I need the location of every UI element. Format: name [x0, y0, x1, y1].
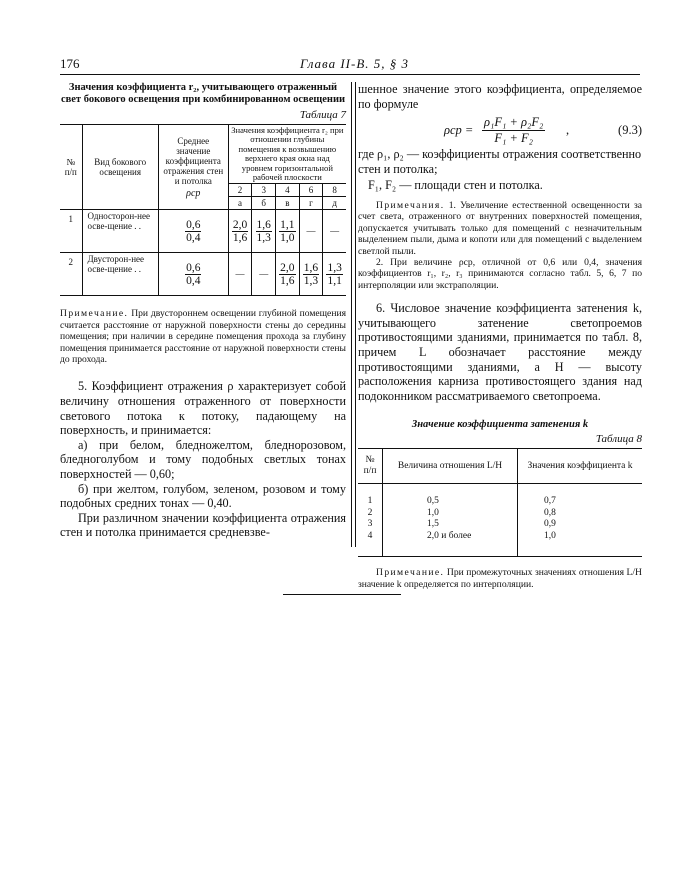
paragraph-6: 6. Числовое значение коэффициента затенения k, учитывающего затенение светопроемов противостоящими зданиями, принимается по табл. 8, причем L обозначает расстояние между противостоящими зданиями, а H — высоту расположения карниза противостоящего здания над подоконником рассматриваемого светопроема.	[358, 301, 642, 403]
page-number: 176	[60, 56, 80, 71]
right-column	[358, 82, 642, 590]
table7-letter-col-2: в	[276, 197, 300, 210]
table7	[60, 124, 346, 296]
right-intro: шенное значение этого коэффициента, определяемое по формуле	[358, 82, 642, 111]
table7-num-col-0: 2	[228, 184, 252, 197]
table7-cell-value	[299, 210, 323, 253]
left-body	[60, 379, 346, 540]
table7-note-text: При двустороннем освещении глубиной помещения считается расстояние от наружной поверхности стены до середины помещения; при наличии в середине помещения прохода за глубину помещения принимается расстояние от наружной поверхности стены до прохода.	[60, 308, 346, 366]
table7-avg-fraction-bottom: 0,4	[186, 231, 201, 244]
paragraph-5b: б) при желтом, голубом, зеленом, розовом и тому подобных средних тонах — 0,40.	[60, 481, 346, 511]
table7-value-fraction	[256, 219, 272, 244]
table7-value-fraction-bottom: 1,6	[232, 231, 248, 244]
table8-cell-no: 3	[367, 519, 373, 530]
table7-cell-no: 1	[60, 210, 82, 253]
table7-cell-no: 2	[60, 253, 82, 296]
column-divider	[351, 82, 356, 547]
table7-header-row	[60, 125, 346, 184]
table7-value-fraction	[303, 262, 319, 287]
table7-value-fraction: —	[259, 269, 269, 280]
table7-cell-value	[276, 210, 300, 253]
table7-value-fraction-bottom: 1,6	[280, 274, 295, 287]
table8	[358, 448, 642, 557]
formula-numerator: ρ₁F₁ + ρ₂F₂	[484, 115, 544, 130]
chapter-heading: Глава II-В. 5, § 3	[300, 56, 410, 71]
table7-value-fraction	[326, 262, 342, 287]
table7-num-col-4: 8	[323, 184, 346, 197]
table7-head-type: Вид бокового освещения	[82, 125, 158, 210]
table8-cell-ratio: 2,0 и более	[383, 531, 518, 557]
table7-avg-fraction-bottom: 0,4	[186, 274, 201, 287]
table7-note-label: Примечание.	[60, 308, 129, 320]
table7-cell-value	[276, 253, 300, 296]
end-rule	[283, 594, 401, 595]
table7-value-fraction	[232, 219, 248, 244]
table7-value-fraction: —	[306, 226, 316, 237]
table8-cell-ratio: 1,0	[383, 508, 518, 520]
table8-caption: Значение коэффициента затенения k	[411, 419, 589, 431]
table8-cell-no: 1	[367, 496, 373, 507]
right-notes	[358, 200, 642, 291]
table7-num-col-1: 3	[252, 184, 276, 197]
table8-cell-k: 0,9	[518, 519, 643, 531]
table8-cell-no: 4	[367, 530, 373, 541]
table8-header-row	[358, 449, 642, 484]
table7-value-fraction-top: 2,0	[280, 261, 295, 274]
table8-cell-k: 1,0	[518, 531, 643, 557]
formula-legend-1: где ρ₁, ρ₂ — коэффициенты отражения соответственно стен и потолка;	[358, 147, 642, 176]
table7-head-no: № п/п	[60, 125, 82, 210]
table7-avg-fraction	[185, 219, 201, 244]
table7-letter-col-3: г	[299, 197, 323, 210]
table7-cell-value	[228, 210, 252, 253]
table7-note	[60, 308, 346, 365]
table7-cell-type: Двусторон-нее осве-щение . .	[82, 253, 158, 296]
table8-note	[358, 567, 642, 590]
table7-num-col-2: 4	[276, 184, 300, 197]
table7-avg-fraction-top: 0,6	[186, 261, 201, 274]
table7-cell-value	[299, 253, 323, 296]
table7-head-avg-symbol: ρср	[186, 187, 201, 199]
table8-row	[358, 519, 642, 531]
table8-cell-ratio: 1,5	[383, 519, 518, 531]
table7-value-fraction-top: 2,0	[232, 218, 248, 231]
table7-body	[60, 210, 346, 296]
table8-row	[358, 508, 642, 520]
right-note-2: 2. При величине ρср, отличной от 0,6 или 0,4, значения коэффициентов r₁, r₂, r₃ принимаются согласно табл. 5, 6, 7 по интерполяции или экстраполяции.	[358, 257, 642, 291]
paragraph-5: 5. Коэффициент отражения ρ характеризует собой величину отношения отраженного от поверхности светового потока к потоку, падающему на поверхность, и принимается:	[60, 379, 346, 438]
table7-cell-type: Односторон-нее осве-щение . .	[82, 210, 158, 253]
table7-cell-avg	[158, 210, 228, 253]
table8-head-ratio: Величина отношения L/H	[383, 449, 518, 484]
table7-avg-fraction	[185, 262, 201, 287]
table8-cell-ratio: 0,5	[383, 484, 518, 508]
table8-note-label: Примечание.	[376, 567, 445, 579]
table7-value-fraction-top: 1,3	[327, 261, 342, 274]
right-note-1-block	[358, 200, 642, 257]
table7-cell-value	[228, 253, 252, 296]
table7-value-fraction-top: 1,1	[280, 218, 295, 231]
table7-value-fraction-bottom: 1,3	[256, 231, 271, 244]
table7-num-col-3: 6	[299, 184, 323, 197]
formula-denominator: F₁ + F₂	[494, 131, 533, 146]
table7-row	[60, 253, 346, 296]
table7-cell-value	[323, 253, 346, 296]
formula-tail: ,	[566, 123, 570, 138]
formula-lhs: ρср =	[444, 123, 474, 138]
table7-value-fraction: —	[235, 269, 245, 280]
table8-note-text: При промежуточных значениях отношения L/H значение k определяется по интерполяции.	[358, 567, 642, 590]
table7-caption: Значения коэффициента r₂, учитывающего отраженный свет бокового освещения при комбинированном освещении	[60, 82, 346, 105]
table7-value-fraction	[279, 262, 295, 287]
table8-cell-k: 0,8	[518, 508, 643, 520]
header-rule	[60, 74, 640, 75]
formula-9-3	[358, 115, 642, 145]
table7-cell-value	[252, 253, 276, 296]
table7-cell-value	[323, 210, 346, 253]
table8-row	[358, 531, 642, 557]
table7-row	[60, 210, 346, 253]
table7-value-fraction-bottom: 1,0	[280, 231, 295, 244]
paragraph-5a: а) при белом, бледножелтом, бледнорозовом, бледноголубом и тому подобных светлых тонах поверхностей — 0,60;	[60, 437, 346, 482]
paragraph-5c: При различном значении коэффициента отражения стен и потолка принимается средневзве-	[60, 510, 346, 540]
table7-letter-col-1: б	[252, 197, 276, 210]
table8-head-k: Значения коэффициента k	[518, 449, 643, 484]
table7-label: Таблица 7	[299, 109, 346, 121]
table7-value-fraction	[279, 219, 295, 244]
table7-cell-value	[252, 210, 276, 253]
table7-value-fraction-bottom: 1,3	[303, 274, 319, 287]
table8-label: Таблица 8	[595, 433, 642, 446]
table7-avg-fraction-top: 0,6	[186, 218, 201, 231]
table7-value-fraction-top: 1,6	[303, 261, 319, 274]
table7-letter-col-0: а	[228, 197, 252, 210]
right-notes-label: Примечания.	[376, 199, 445, 211]
table7-head-values: Значения коэффициента r₂ при отношении глубины помещения к возвышению верхнего края окна над уровнем горизонтальной рабочей плоскости	[228, 125, 346, 184]
table7-cell-avg	[158, 253, 228, 296]
left-column	[60, 82, 346, 540]
table7-head-avg-text: Среднее значение коэффициента отражения стен и потолка	[163, 135, 224, 186]
right-note-1: 1. Увеличение естественной освещенности за счет света, отраженного от внутренних поверхностей помещения, допускается учитывать только для помещений с незначительным выделением пыли, дыма и копоти или для помещений с выделением светлой пыли.	[358, 199, 643, 257]
formula-fraction	[482, 115, 545, 146]
table8-cell-no: 2	[367, 507, 373, 518]
table8-row	[358, 484, 642, 508]
formula-legend-2: F₁, F₂ — площади стен и потолка.	[368, 178, 543, 193]
table8-cell-k: 0,7	[518, 484, 643, 508]
table7-head-avg	[158, 125, 228, 210]
table7-letter-col-4: д	[323, 197, 346, 210]
table8-head-no: № п/п	[358, 449, 383, 484]
table8-body	[358, 484, 642, 557]
table7-value-fraction-bottom: 1,1	[327, 274, 342, 287]
table7-value-fraction: —	[330, 226, 340, 237]
table7-value-fraction-top: 1,6	[256, 218, 271, 231]
formula-number: (9.3)	[618, 123, 642, 138]
